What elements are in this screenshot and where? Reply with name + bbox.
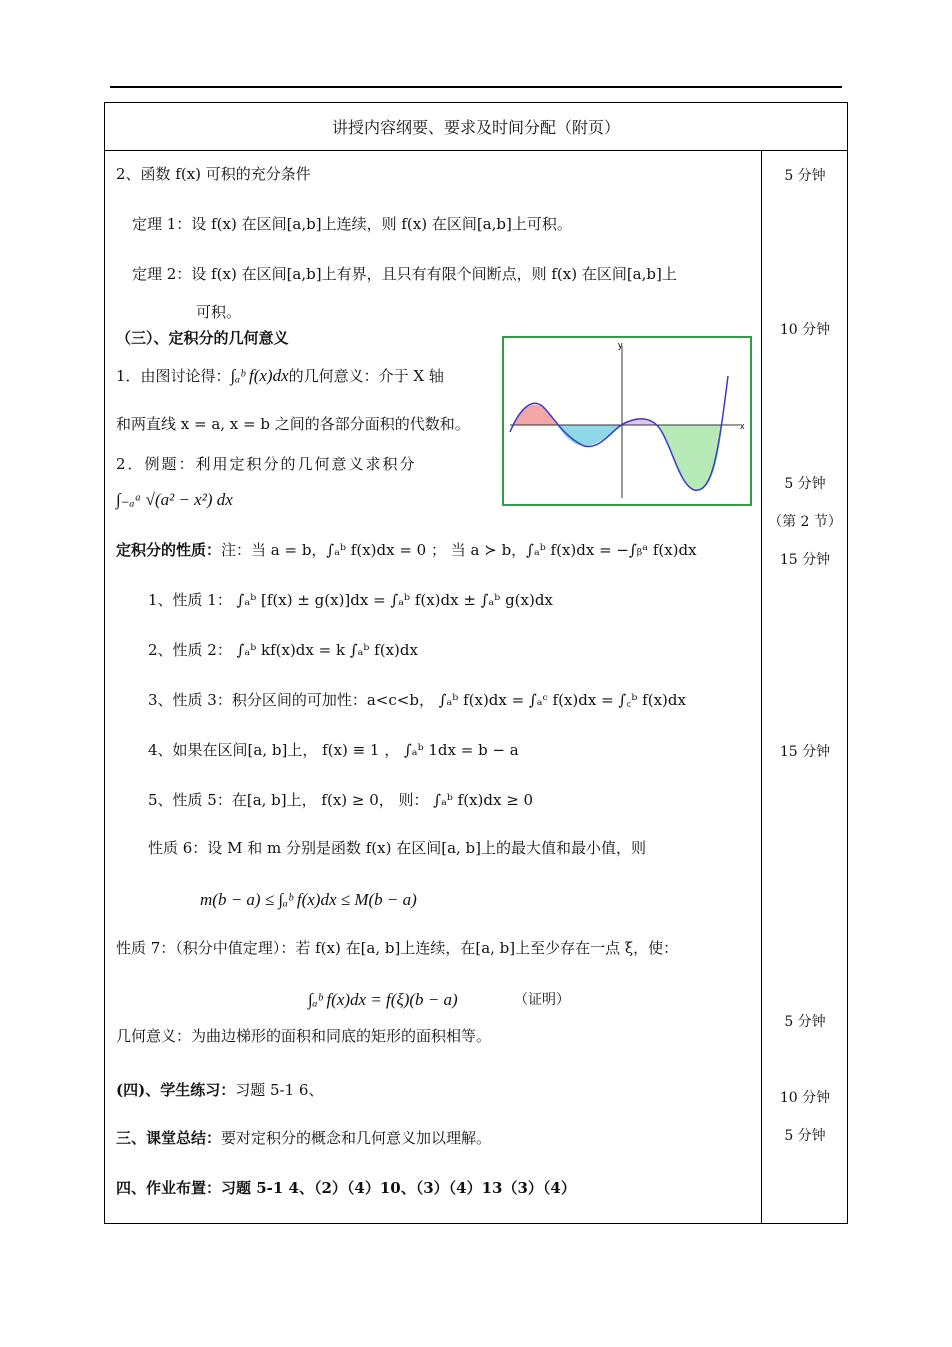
time-allocation: 10 分钟: [779, 322, 831, 338]
property-6-formula: m(b − a) ≤ ∫ₐᵇ f(x)dx ≤ M(b − a): [200, 890, 417, 909]
student-exercise-label: (四)、学生练习：: [116, 1081, 236, 1099]
theorem-2-line1: 定理 2：设 f(x) 在区间[a,b]上有界，且只有有限个间断点，则 f(x) 在区间[a,b]上: [132, 265, 677, 283]
theorem-2-line2: 可积。: [196, 303, 242, 321]
section-geometric-meaning: （三）、定积分的几何意义: [116, 329, 289, 347]
top-rule: [110, 86, 842, 88]
geometric-meaning-prefix: 1．由图讨论得：: [116, 367, 231, 385]
integral-expression: ∫ₐᵇ f(x)dx: [230, 366, 289, 385]
geometric-meaning-suffix: 的几何意义：介于 X 轴: [288, 367, 444, 385]
student-exercise: [116, 1080, 323, 1100]
geometric-meaning-line1: [116, 366, 444, 386]
property-4: 4、如果在区间[a, b]上， f(x) ≡ 1 ， ∫ₐᵇ 1dx = b − a: [148, 741, 519, 759]
mean-value-formula: ∫ₐᵇ f(x)dx = f(ξ)(b − a): [308, 990, 458, 1009]
table-header-title: 讲授内容纲要、要求及时间分配（附页）: [331, 118, 620, 137]
properties-note: 注：当 a = b，∫ₐᵇ f(x)dx = 0 ； 当 a ≻ b，∫ₐᵇ f(x)dx = −∫ᵦᵃ f(x)dx: [221, 541, 697, 559]
time-allocation: 5 分钟: [784, 1014, 826, 1030]
proof-note: （证明）: [514, 992, 570, 1008]
properties-line: [116, 540, 697, 560]
time-allocation: 5 分钟: [784, 168, 826, 184]
homework-assignment: 四、作业布置：习题 5-1 4、（2）（4）10、（3）（4）13（3）（4）: [116, 1179, 576, 1197]
sufficient-condition-heading: 2、函数 f(x) 可积的充分条件: [116, 165, 311, 183]
x-axis-label: x: [740, 421, 745, 431]
properties-label: 定积分的性质：: [116, 541, 222, 559]
student-exercise-text: 习题 5-1 6、: [235, 1081, 324, 1099]
class-summary-text: 要对定积分的概念和几何意义加以理解。: [221, 1129, 492, 1147]
class-summary: [116, 1128, 491, 1148]
property-1: 1、性质 1： ∫ₐᵇ [f(x) ± g(x)]dx = ∫ₐᵇ f(x)dx ± ∫ₐᵇ g(x)dx: [148, 591, 553, 609]
integral-area-graph: [502, 336, 752, 506]
theorem-1: 定理 1：设 f(x) 在区间[a,b]上连续，则 f(x) 在区间[a,b]上可积。: [132, 215, 572, 233]
y-axis-label: y: [618, 340, 623, 350]
property-7: 性质 7：（积分中值定理）：若 f(x) 在[a, b]上连续，在[a, b]上至少存在一点 ξ，使：: [116, 939, 679, 957]
time-allocation: 15 分钟: [779, 744, 831, 760]
time-column-divider: [761, 150, 762, 1224]
property-6: 性质 6：设 M 和 m 分别是函数 f(x) 在区间[a, b]上的最大值和最小值，则: [148, 839, 647, 857]
class-summary-label: 三、课堂总结：: [116, 1129, 222, 1147]
property-5: 5、性质 5：在[a, b]上， f(x) ≥ 0， 则： ∫ₐᵇ f(x)dx ≥ 0: [148, 791, 534, 809]
property-3: 3、性质 3：积分区间的可加性：a<c<b， ∫ₐᵇ f(x)dx = ∫ₐᶜ f(x)dx = ∫꜀ᵇ f(x)dx: [148, 691, 686, 709]
geometric-meaning-summary: 几何意义：为曲边梯形的面积和同底的矩形的面积相等。: [116, 1027, 492, 1045]
property-2: 2、性质 2： ∫ₐᵇ kf(x)dx = k ∫ₐᵇ f(x)dx: [148, 641, 418, 659]
example-integral: ∫₋ₐᵃ √(a² − x²) dx: [116, 490, 233, 509]
lesson-section-label: （第 2 节）: [768, 514, 842, 530]
example-line1: 2．例题：利用定积分的几何意义求积分: [116, 455, 417, 473]
geometric-meaning-line2: 和两直线 x = a, x = b 之间的各部分面积的代数和。: [116, 415, 470, 433]
time-allocation: 15 分钟: [779, 552, 831, 568]
header-divider: [104, 150, 848, 151]
time-allocation: 10 分钟: [779, 1090, 831, 1106]
time-allocation: 5 分钟: [784, 476, 826, 492]
time-allocation: 5 分钟: [784, 1128, 826, 1144]
